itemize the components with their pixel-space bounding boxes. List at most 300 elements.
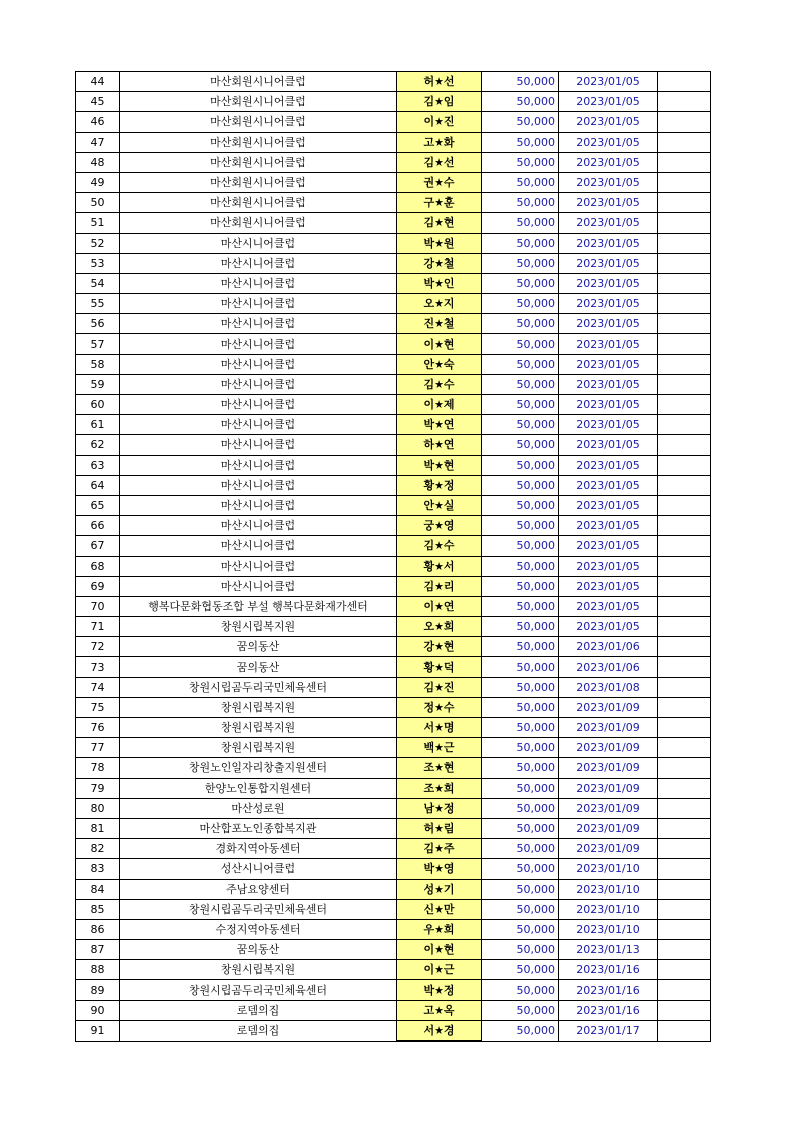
date: 2023/01/05 [559, 112, 658, 132]
amount: 50,000 [482, 657, 559, 677]
amount: 50,000 [482, 495, 559, 515]
recipient-name: 황★서 [397, 556, 482, 576]
date: 2023/01/05 [559, 556, 658, 576]
row-number: 74 [76, 677, 120, 697]
amount: 50,000 [482, 1000, 559, 1020]
amount: 50,000 [482, 718, 559, 738]
date: 2023/01/09 [559, 818, 658, 838]
row-number: 51 [76, 213, 120, 233]
date: 2023/01/09 [559, 839, 658, 859]
row-number: 90 [76, 1000, 120, 1020]
organization-name: 마산시니어클럽 [120, 233, 397, 253]
organization-name: 마산시니어클럽 [120, 516, 397, 536]
date: 2023/01/16 [559, 980, 658, 1000]
table-row [76, 818, 711, 838]
date: 2023/01/05 [559, 314, 658, 334]
row-number: 55 [76, 294, 120, 314]
table-row [76, 859, 711, 879]
organization-name: 주남요양센터 [120, 879, 397, 899]
amount: 50,000 [482, 980, 559, 1000]
organization-name: 마산시니어클럽 [120, 536, 397, 556]
date: 2023/01/05 [559, 536, 658, 556]
organization-name: 마산시니어클럽 [120, 556, 397, 576]
date: 2023/01/05 [559, 495, 658, 515]
table-row [76, 940, 711, 960]
amount: 50,000 [482, 677, 559, 697]
row-number: 61 [76, 415, 120, 435]
table-row [76, 556, 711, 576]
amount: 50,000 [482, 738, 559, 758]
recipient-name: 이★현 [397, 334, 482, 354]
note-cell [658, 294, 711, 314]
table-row [76, 980, 711, 1000]
date: 2023/01/09 [559, 697, 658, 717]
row-number: 58 [76, 354, 120, 374]
date: 2023/01/10 [559, 919, 658, 939]
organization-name: 창원노인일자리창출지원센터 [120, 758, 397, 778]
row-number: 60 [76, 395, 120, 415]
amount: 50,000 [482, 415, 559, 435]
date: 2023/01/05 [559, 253, 658, 273]
recipient-name: 박★정 [397, 980, 482, 1000]
note-cell [658, 637, 711, 657]
row-number: 85 [76, 899, 120, 919]
table-row [76, 374, 711, 394]
note-cell [658, 879, 711, 899]
row-number: 76 [76, 718, 120, 738]
row-number: 52 [76, 233, 120, 253]
organization-name: 마산시니어클럽 [120, 395, 397, 415]
row-number: 57 [76, 334, 120, 354]
date: 2023/01/05 [559, 92, 658, 112]
amount: 50,000 [482, 172, 559, 192]
date: 2023/01/10 [559, 859, 658, 879]
date: 2023/01/05 [559, 233, 658, 253]
organization-name: 마산회원시니어클럽 [120, 72, 397, 92]
recipient-name: 김★임 [397, 92, 482, 112]
row-number: 84 [76, 879, 120, 899]
table-row [76, 718, 711, 738]
date: 2023/01/09 [559, 798, 658, 818]
row-number: 63 [76, 455, 120, 475]
recipient-name: 이★연 [397, 596, 482, 616]
note-cell [658, 657, 711, 677]
recipient-name: 박★원 [397, 233, 482, 253]
note-cell [658, 475, 711, 495]
date: 2023/01/06 [559, 637, 658, 657]
table-row [76, 919, 711, 939]
date: 2023/01/05 [559, 395, 658, 415]
note-cell [658, 576, 711, 596]
amount: 50,000 [482, 475, 559, 495]
date: 2023/01/10 [559, 879, 658, 899]
row-number: 89 [76, 980, 120, 1000]
date: 2023/01/06 [559, 657, 658, 677]
recipient-name: 김★주 [397, 839, 482, 859]
organization-name: 마산시니어클럽 [120, 294, 397, 314]
recipient-name: 이★제 [397, 395, 482, 415]
amount: 50,000 [482, 818, 559, 838]
organization-name: 창원시립복지원 [120, 960, 397, 980]
organization-name: 마산시니어클럽 [120, 415, 397, 435]
table-row [76, 778, 711, 798]
table-row [76, 960, 711, 980]
amount: 50,000 [482, 919, 559, 939]
date: 2023/01/05 [559, 596, 658, 616]
note-cell [658, 677, 711, 697]
table-row [76, 253, 711, 273]
amount: 50,000 [482, 435, 559, 455]
row-number: 66 [76, 516, 120, 536]
organization-name: 마산합포노인종합복지관 [120, 818, 397, 838]
amount: 50,000 [482, 617, 559, 637]
organization-name: 마산시니어클럽 [120, 334, 397, 354]
amount: 50,000 [482, 758, 559, 778]
table-row [76, 697, 711, 717]
amount: 50,000 [482, 233, 559, 253]
date: 2023/01/05 [559, 294, 658, 314]
organization-name: 경화지역아동센터 [120, 839, 397, 859]
note-cell [658, 415, 711, 435]
table-row [76, 172, 711, 192]
row-number: 91 [76, 1020, 120, 1041]
recipient-name: 궁★영 [397, 516, 482, 536]
organization-name: 마산시니어클럽 [120, 374, 397, 394]
recipient-name: 이★근 [397, 960, 482, 980]
amount: 50,000 [482, 354, 559, 374]
row-number: 44 [76, 72, 120, 92]
organization-name: 꿈의동산 [120, 637, 397, 657]
row-number: 47 [76, 132, 120, 152]
date: 2023/01/08 [559, 677, 658, 697]
amount: 50,000 [482, 294, 559, 314]
row-number: 56 [76, 314, 120, 334]
row-number: 64 [76, 475, 120, 495]
recipient-name: 허★선 [397, 72, 482, 92]
table-row [76, 1020, 711, 1041]
note-cell [658, 859, 711, 879]
amount: 50,000 [482, 697, 559, 717]
amount: 50,000 [482, 92, 559, 112]
note-cell [658, 374, 711, 394]
note-cell [658, 738, 711, 758]
row-number: 77 [76, 738, 120, 758]
recipient-name: 박★영 [397, 859, 482, 879]
note-cell [658, 516, 711, 536]
organization-name: 창원시립곰두리국민체육센터 [120, 980, 397, 1000]
table-row [76, 354, 711, 374]
recipient-name: 김★진 [397, 677, 482, 697]
date: 2023/01/16 [559, 1000, 658, 1020]
organization-name: 마산시니어클럽 [120, 273, 397, 293]
note-cell [658, 940, 711, 960]
organization-name: 마산시니어클럽 [120, 435, 397, 455]
table-row [76, 758, 711, 778]
row-number: 46 [76, 112, 120, 132]
amount: 50,000 [482, 112, 559, 132]
note-cell [658, 455, 711, 475]
row-number: 73 [76, 657, 120, 677]
note-cell [658, 253, 711, 273]
table-row [76, 334, 711, 354]
organization-name: 마산시니어클럽 [120, 354, 397, 374]
note-cell [658, 1020, 711, 1041]
note-cell [658, 354, 711, 374]
table-row [76, 273, 711, 293]
amount: 50,000 [482, 778, 559, 798]
organization-name: 마산회원시니어클럽 [120, 213, 397, 233]
table-row [76, 193, 711, 213]
table-row [76, 314, 711, 334]
table-row [76, 233, 711, 253]
row-number: 70 [76, 596, 120, 616]
note-cell [658, 72, 711, 92]
note-cell [658, 334, 711, 354]
recipient-name: 김★선 [397, 152, 482, 172]
recipient-name: 이★진 [397, 112, 482, 132]
recipient-name: 남★정 [397, 798, 482, 818]
recipient-name: 성★기 [397, 879, 482, 899]
note-cell [658, 395, 711, 415]
recipient-name: 김★현 [397, 213, 482, 233]
note-cell [658, 536, 711, 556]
table-row [76, 435, 711, 455]
date: 2023/01/09 [559, 758, 658, 778]
row-number: 45 [76, 92, 120, 112]
row-number: 87 [76, 940, 120, 960]
date: 2023/01/05 [559, 273, 658, 293]
note-cell [658, 152, 711, 172]
table-row [76, 617, 711, 637]
recipient-name: 김★수 [397, 536, 482, 556]
amount: 50,000 [482, 152, 559, 172]
date: 2023/01/05 [559, 516, 658, 536]
note-cell [658, 92, 711, 112]
table-row [76, 92, 711, 112]
note-cell [658, 172, 711, 192]
amount: 50,000 [482, 839, 559, 859]
amount: 50,000 [482, 798, 559, 818]
row-number: 59 [76, 374, 120, 394]
table-row [76, 415, 711, 435]
table-row [76, 637, 711, 657]
row-number: 65 [76, 495, 120, 515]
note-cell [658, 435, 711, 455]
recipient-name: 신★만 [397, 899, 482, 919]
note-cell [658, 617, 711, 637]
recipient-name: 백★근 [397, 738, 482, 758]
recipient-name: 허★림 [397, 818, 482, 838]
recipient-name: 고★옥 [397, 1000, 482, 1020]
recipient-name: 강★현 [397, 637, 482, 657]
organization-name: 마산회원시니어클럽 [120, 92, 397, 112]
organization-name: 마산시니어클럽 [120, 495, 397, 515]
note-cell [658, 193, 711, 213]
organization-name: 로뎀의집 [120, 1000, 397, 1020]
amount: 50,000 [482, 1020, 559, 1041]
amount: 50,000 [482, 193, 559, 213]
table-row [76, 294, 711, 314]
organization-name: 마산회원시니어클럽 [120, 172, 397, 192]
date: 2023/01/05 [559, 617, 658, 637]
note-cell [658, 980, 711, 1000]
recipient-name: 진★철 [397, 314, 482, 334]
organization-name: 마산회원시니어클럽 [120, 152, 397, 172]
organization-name: 마산시니어클럽 [120, 314, 397, 334]
row-number: 86 [76, 919, 120, 939]
note-cell [658, 273, 711, 293]
date: 2023/01/16 [559, 960, 658, 980]
table-row [76, 72, 711, 92]
amount: 50,000 [482, 132, 559, 152]
organization-name: 꿈의동산 [120, 940, 397, 960]
amount: 50,000 [482, 879, 559, 899]
date: 2023/01/05 [559, 152, 658, 172]
table-row [76, 112, 711, 132]
recipient-name: 고★화 [397, 132, 482, 152]
row-number: 81 [76, 818, 120, 838]
organization-name: 창원시립곰두리국민체육센터 [120, 677, 397, 697]
table-row [76, 395, 711, 415]
organization-name: 마산시니어클럽 [120, 455, 397, 475]
row-number: 53 [76, 253, 120, 273]
table-row [76, 576, 711, 596]
organization-name: 마산시니어클럽 [120, 576, 397, 596]
note-cell [658, 919, 711, 939]
date: 2023/01/10 [559, 899, 658, 919]
organization-name: 창원시립복지원 [120, 718, 397, 738]
recipient-name: 오★지 [397, 294, 482, 314]
table-row [76, 596, 711, 616]
amount: 50,000 [482, 899, 559, 919]
note-cell [658, 778, 711, 798]
note-cell [658, 839, 711, 859]
amount: 50,000 [482, 859, 559, 879]
table-row [76, 738, 711, 758]
organization-name: 한양노인통합지원센터 [120, 778, 397, 798]
recipient-name: 이★현 [397, 940, 482, 960]
date: 2023/01/05 [559, 455, 658, 475]
row-number: 75 [76, 697, 120, 717]
note-cell [658, 818, 711, 838]
table-row [76, 152, 711, 172]
recipient-name: 권★수 [397, 172, 482, 192]
amount: 50,000 [482, 960, 559, 980]
date: 2023/01/09 [559, 718, 658, 738]
organization-name: 수정지역아동센터 [120, 919, 397, 939]
table-row [76, 455, 711, 475]
row-number: 79 [76, 778, 120, 798]
row-number: 67 [76, 536, 120, 556]
note-cell [658, 1000, 711, 1020]
note-cell [658, 798, 711, 818]
recipient-name: 황★덕 [397, 657, 482, 677]
date: 2023/01/09 [559, 778, 658, 798]
date: 2023/01/05 [559, 213, 658, 233]
organization-name: 마산회원시니어클럽 [120, 193, 397, 213]
organization-name: 성산시니어클럽 [120, 859, 397, 879]
recipient-name: 박★현 [397, 455, 482, 475]
ledger-table [75, 71, 711, 1042]
organization-name: 행복다문화협동조합 부설 행복다문화재가센터 [120, 596, 397, 616]
recipient-name: 조★희 [397, 778, 482, 798]
row-number: 80 [76, 798, 120, 818]
date: 2023/01/09 [559, 738, 658, 758]
amount: 50,000 [482, 273, 559, 293]
table-row [76, 657, 711, 677]
table-row [76, 536, 711, 556]
row-number: 71 [76, 617, 120, 637]
note-cell [658, 314, 711, 334]
row-number: 88 [76, 960, 120, 980]
table-row [76, 495, 711, 515]
recipient-name: 황★정 [397, 475, 482, 495]
recipient-name: 우★희 [397, 919, 482, 939]
recipient-name: 하★연 [397, 435, 482, 455]
table-row [76, 132, 711, 152]
organization-name: 마산회원시니어클럽 [120, 132, 397, 152]
note-cell [658, 233, 711, 253]
amount: 50,000 [482, 637, 559, 657]
row-number: 48 [76, 152, 120, 172]
note-cell [658, 718, 711, 738]
recipient-name: 김★리 [397, 576, 482, 596]
note-cell [658, 697, 711, 717]
organization-name: 마산시니어클럽 [120, 475, 397, 495]
row-number: 62 [76, 435, 120, 455]
note-cell [658, 960, 711, 980]
date: 2023/01/17 [559, 1020, 658, 1041]
organization-name: 창원시립곰두리국민체육센터 [120, 899, 397, 919]
row-number: 68 [76, 556, 120, 576]
table-row [76, 1000, 711, 1020]
organization-name: 마산시니어클럽 [120, 253, 397, 273]
table-row [76, 879, 711, 899]
amount: 50,000 [482, 374, 559, 394]
date: 2023/01/05 [559, 374, 658, 394]
recipient-name: 정★수 [397, 697, 482, 717]
amount: 50,000 [482, 455, 559, 475]
table-row [76, 798, 711, 818]
row-number: 83 [76, 859, 120, 879]
organization-name: 창원시립복지원 [120, 617, 397, 637]
note-cell [658, 899, 711, 919]
note-cell [658, 596, 711, 616]
row-number: 50 [76, 193, 120, 213]
organization-name: 꿈의동산 [120, 657, 397, 677]
date: 2023/01/05 [559, 435, 658, 455]
amount: 50,000 [482, 213, 559, 233]
amount: 50,000 [482, 940, 559, 960]
recipient-name: 김★수 [397, 374, 482, 394]
amount: 50,000 [482, 596, 559, 616]
note-cell [658, 112, 711, 132]
date: 2023/01/05 [559, 72, 658, 92]
date: 2023/01/05 [559, 132, 658, 152]
note-cell [658, 495, 711, 515]
recipient-name: 서★명 [397, 718, 482, 738]
amount: 50,000 [482, 576, 559, 596]
amount: 50,000 [482, 334, 559, 354]
date: 2023/01/05 [559, 172, 658, 192]
amount: 50,000 [482, 536, 559, 556]
amount: 50,000 [482, 72, 559, 92]
organization-name: 마산회원시니어클럽 [120, 112, 397, 132]
recipient-name: 구★훈 [397, 193, 482, 213]
recipient-name: 조★현 [397, 758, 482, 778]
note-cell [658, 132, 711, 152]
recipient-name: 박★인 [397, 273, 482, 293]
